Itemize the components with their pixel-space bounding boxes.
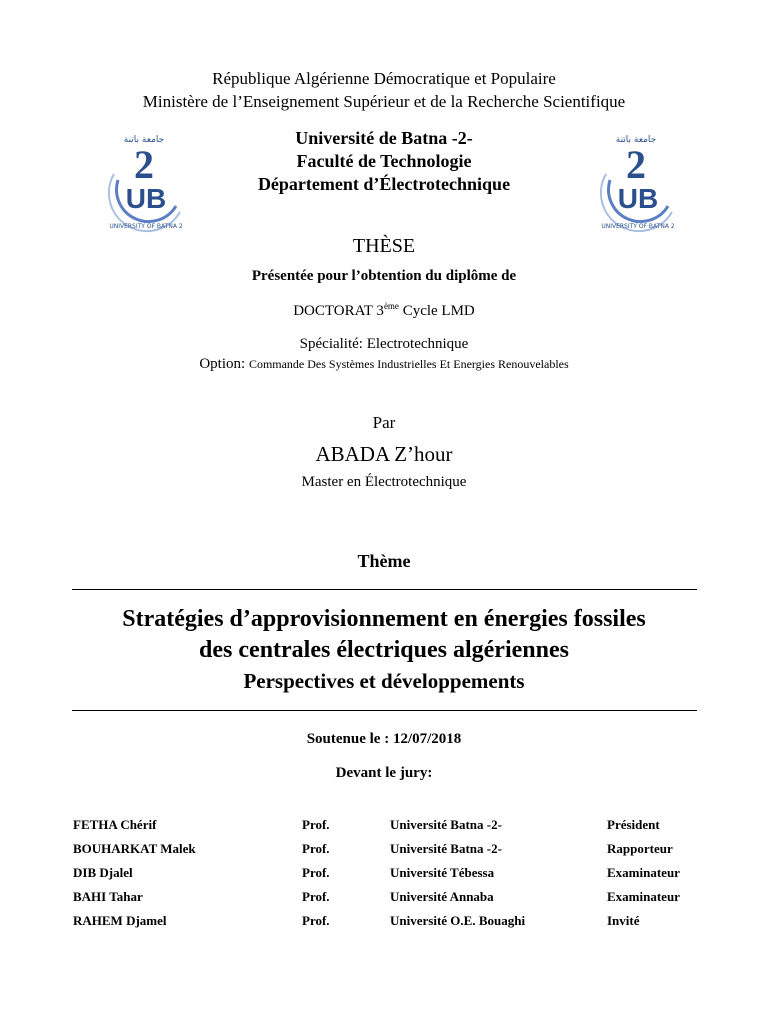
specialty-line: Spécialité: Electrotechnique (299, 336, 469, 352)
jury-grade: Prof. (302, 865, 330, 880)
defense-date: Soutenue le : 12/07/2018 (306, 731, 462, 747)
ministry-line: Ministère de l’Enseignement Supérieur et de la Recherche Scientifique (142, 92, 626, 111)
option-value: Commande Des Systèmes Industrielles Et Energies Renouvelables (248, 357, 569, 371)
degree-line (0, 301, 768, 320)
jury-university: Université O.E. Bouaghi (390, 913, 526, 928)
option-label: Option: (199, 356, 246, 372)
title-subtitle: Perspectives et développements (243, 669, 525, 693)
jury-role: Invité (607, 913, 640, 928)
by-label: Par (372, 413, 396, 432)
jury-role: Rapporteur (607, 841, 673, 856)
title-rule-bottom (72, 710, 697, 711)
author-name: ABADA Z’hour (315, 442, 453, 466)
jury-heading: Devant le jury: (335, 765, 433, 781)
degree-suffix: Cycle LMD (398, 303, 475, 319)
jury-name: FETHA Chérif (73, 817, 157, 832)
svg-text:UNIVERSITY OF BATNA 2: UNIVERSITY OF BATNA 2 (601, 223, 675, 230)
jury-name: BAHI Tahar (73, 889, 143, 904)
jury-role: Examinateur (607, 889, 680, 904)
jury-grade: Prof. (302, 817, 330, 832)
jury-row (0, 889, 768, 909)
svg-text:2: 2 (134, 142, 154, 187)
jury-grade: Prof. (302, 889, 330, 904)
author-credential: Master en Électrotechnique (301, 474, 467, 490)
university-name: Université de Batna -2- (295, 128, 473, 148)
department-name: Département d’Électrotechnique (257, 174, 511, 194)
theme-label: Thème (357, 551, 411, 571)
jury-row (0, 841, 768, 861)
svg-text:جامعة باتنة: جامعة باتنة (123, 135, 165, 145)
title-line-2: des centrales électriques algériennes (199, 637, 569, 663)
svg-text:UB: UB (617, 183, 659, 214)
title-rule-top (72, 589, 697, 590)
svg-text:جامعة باتنة: جامعة باتنة (615, 135, 657, 145)
jury-university: Université Batna -2- (390, 817, 502, 832)
jury-role: Président (607, 817, 660, 832)
jury-name: BOUHARKAT Malek (73, 841, 196, 856)
jury-university: Université Annaba (390, 889, 494, 904)
jury-university: Université Tébessa (390, 865, 495, 880)
jury-grade: Prof. (302, 913, 330, 928)
jury-row (0, 913, 768, 933)
svg-text:UNIVERSITY OF BATNA 2: UNIVERSITY OF BATNA 2 (109, 223, 183, 230)
option-line (0, 356, 768, 373)
jury-role: Examinateur (607, 865, 680, 880)
title-line-1: Stratégies d’approvisionnement en énergies fossiles (122, 606, 646, 632)
thesis-purpose: Présentée pour l’obtention du diplôme de (251, 268, 517, 284)
jury-grade: Prof. (302, 841, 330, 856)
thesis-type: THÈSE (352, 235, 416, 257)
faculty-name: Faculté de Technologie (296, 151, 472, 171)
degree-prefix: DOCTORAT 3 (293, 303, 384, 319)
svg-text:UB: UB (125, 183, 167, 214)
jury-row (0, 865, 768, 885)
jury-name: DIB Djalel (73, 865, 133, 880)
republic-line: République Algérienne Démocratique et Populaire (212, 69, 556, 88)
jury-row (0, 817, 768, 837)
jury-university: Université Batna -2- (390, 841, 502, 856)
jury-name: RAHEM Djamel (73, 913, 167, 928)
svg-text:2: 2 (626, 142, 646, 187)
degree-sup: ème (383, 301, 399, 311)
